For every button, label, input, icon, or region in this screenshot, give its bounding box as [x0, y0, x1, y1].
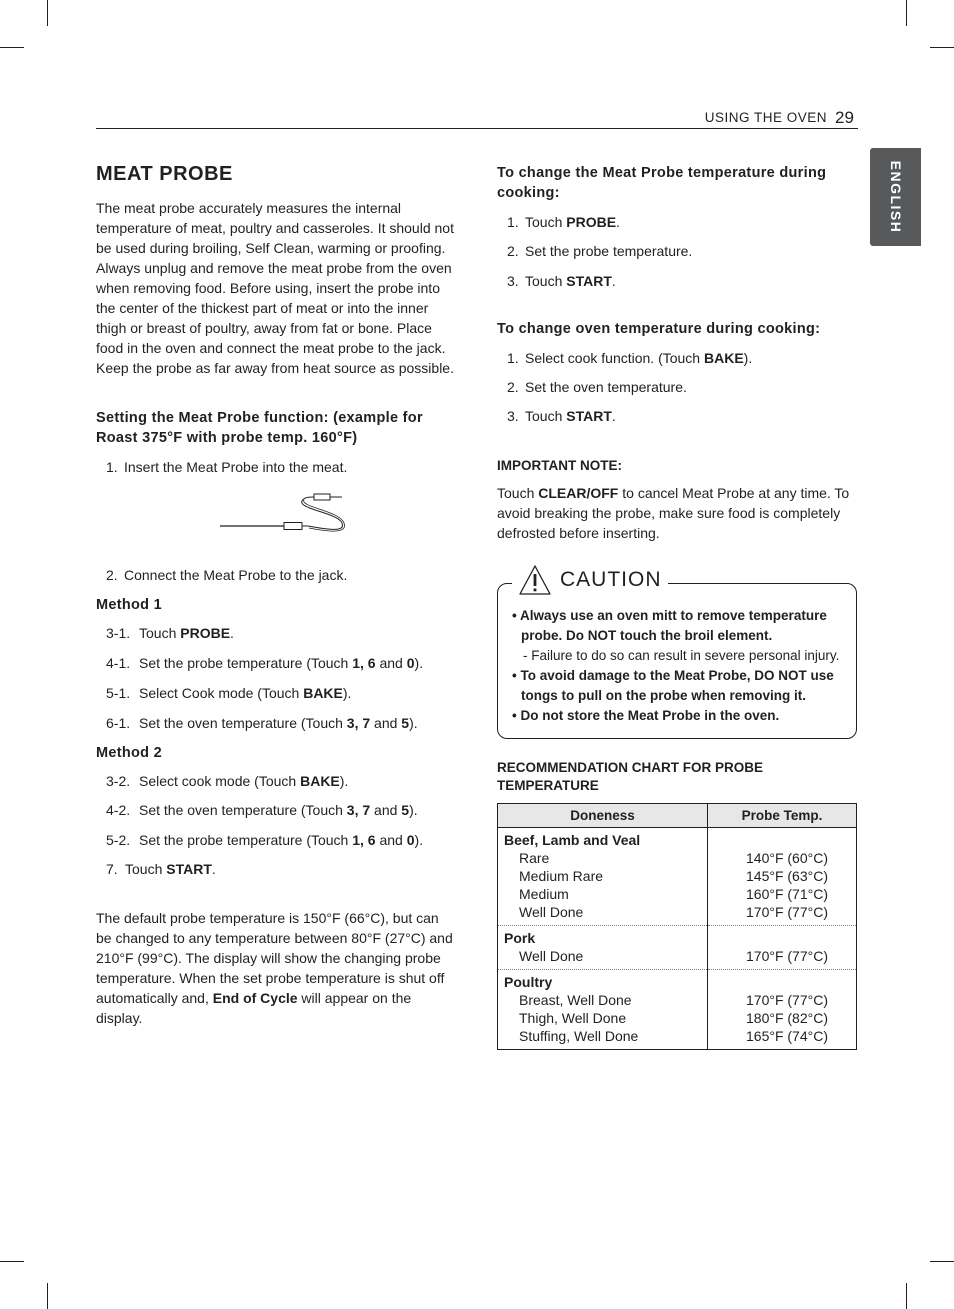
key-label: 1, 6 [352, 832, 376, 848]
change-probe-heading: To change the Meat Probe temperature during cooking: [497, 165, 827, 201]
key-label: START [566, 273, 612, 289]
setting-heading: Setting the Meat Probe function: (example for Roast 375°F with probe temp. 160°F) [96, 410, 423, 446]
step-text-part: Select Cook mode (Touch [139, 685, 304, 701]
method-2-step [96, 771, 458, 791]
doneness-cell [498, 970, 708, 1050]
display-message: End of Cycle [212, 990, 298, 1006]
meat-probe-illustration [218, 491, 348, 541]
key-label: BAKE [704, 350, 744, 366]
step-text: Set the probe temperature. [525, 243, 693, 259]
crop-mark [930, 47, 954, 48]
step-text [139, 683, 351, 703]
page-title: MEAT PROBE [96, 163, 233, 185]
temperature-cell [708, 970, 857, 1050]
method-1-step [96, 653, 458, 673]
step-text [525, 348, 752, 368]
method-2-steps [96, 771, 458, 850]
step-text-part: Touch [525, 408, 567, 424]
step-number: 6-1. [106, 715, 131, 731]
column-header: Probe Temp. [708, 804, 857, 828]
table-row [498, 828, 857, 926]
step-text-part: Touch [525, 273, 567, 289]
method-2-step [96, 830, 458, 850]
step-text [139, 800, 418, 820]
doneness-cell [498, 926, 708, 970]
step-text-part: Touch [525, 214, 567, 230]
step-text: Insert the Meat Probe into the meat. [124, 459, 348, 475]
key-label: PROBE [566, 214, 617, 230]
step-text-part: and [375, 655, 407, 671]
change-oven-step [497, 377, 857, 397]
temperature-value: 170°F (77°C) [746, 948, 829, 964]
step-text-part: and [370, 715, 402, 731]
method-1-step [96, 683, 458, 703]
change-probe-step [497, 241, 857, 261]
doneness-item: Thigh, Well Done [519, 1010, 627, 1026]
crop-mark [930, 1261, 954, 1262]
step-text [525, 271, 616, 291]
step-text-part: ). [409, 802, 418, 818]
doneness-item: Medium [519, 886, 569, 902]
method-1-heading: Method 1 [96, 597, 163, 613]
change-oven-heading: To change oven temperature during cooking: [497, 321, 821, 337]
right-column [497, 163, 857, 1050]
step-number: 3. [507, 408, 519, 424]
method-2-heading: Method 2 [96, 745, 163, 761]
intro-paragraph: The meat probe accurately measures the internal temperature of meat, poultry and casseroles. It should not be used during broiling, Self Clean, warming or proofing. Always unplug and remove the meat probe from the oven when removing food. Before using, insert the probe into the center of the thickest part of meat or into the inner thigh or breast of poultry, away from fat or bone. Place food in the oven and connect the meat probe to the jack. Keep the probe as far away from heat source as possible. [96, 200, 454, 376]
doneness-item: Well Done [519, 904, 584, 920]
step-text-part: Touch [139, 625, 181, 641]
key-label: 5 [401, 802, 410, 818]
meat-group: Poultry [504, 974, 553, 990]
step-text-part: . [211, 861, 216, 877]
temperature-value: 165°F (74°C) [746, 1028, 829, 1044]
important-note-text [497, 483, 857, 543]
language-tab-label: ENGLISH [887, 160, 904, 234]
table-row [498, 926, 857, 970]
step-text [139, 830, 423, 850]
step-text-part: ). [342, 685, 352, 701]
temperature-value: 170°F (77°C) [746, 992, 829, 1008]
table-header-row [498, 804, 857, 828]
key-label: 3, 7 [346, 802, 371, 818]
step-text [525, 406, 616, 426]
key-label: 1, 6 [352, 655, 376, 671]
caution-item: • Always use an oven mitt to remove temperature probe. Do NOT touch the broil element. [512, 608, 827, 643]
step-text [139, 653, 423, 673]
key-label: 0 [406, 655, 415, 671]
temperature-value: 140°F (60°C) [746, 850, 829, 866]
key-label: 3, 7 [346, 715, 371, 731]
table-row [498, 970, 857, 1050]
paragraph-part: will appear on the display. [96, 990, 412, 1026]
warning-triangle-icon [518, 564, 552, 596]
doneness-item: Medium Rare [519, 868, 604, 884]
column-header: Doneness [498, 804, 708, 828]
key-label: START [566, 408, 612, 424]
step-number: 4-2. [106, 802, 131, 818]
header-rule [96, 128, 858, 129]
temperature-cell [708, 926, 857, 970]
page-number: 29 [835, 108, 854, 127]
paragraph-part: to cancel Meat Probe at any time. To avoid breaking the probe, make sure food is completely defrosted before inserting. [497, 485, 850, 541]
running-header: USING THE OVEN [704, 110, 827, 125]
step-text-part: Touch [125, 861, 167, 877]
doneness-cell [498, 828, 708, 926]
crop-mark [47, 0, 48, 26]
step-number: 2. [507, 243, 519, 259]
step-text-part: . [616, 214, 620, 230]
key-label: PROBE [180, 625, 231, 641]
step-1 [96, 457, 458, 477]
step-text-part: ). [414, 655, 424, 671]
step-text-part: . [611, 408, 616, 424]
step-text-part: Select cook function. (Touch [525, 350, 704, 366]
doneness-item: Stuffing, Well Done [519, 1028, 639, 1044]
meat-group: Pork [504, 930, 536, 946]
caution-subnote: - Failure to do so can result in severe personal injury. [523, 648, 840, 663]
step-number: 1. [106, 459, 118, 475]
change-probe-step [497, 271, 857, 291]
temperature-value: 160°F (71°C) [746, 886, 829, 902]
temperature-cell [708, 828, 857, 926]
left-column [96, 163, 458, 1028]
step-text-part: ). [339, 773, 349, 789]
method-2-step [96, 800, 458, 820]
change-probe-steps [497, 212, 857, 291]
step-text-part: and [375, 832, 407, 848]
step-2 [96, 565, 458, 585]
method-1-steps [96, 623, 458, 733]
key-label: START [166, 861, 212, 877]
step-number: 5-1. [106, 685, 131, 701]
temperature-value: 145°F (63°C) [746, 868, 829, 884]
step-number: 2. [106, 567, 118, 583]
method-1-step [96, 623, 458, 643]
crop-mark [47, 1283, 48, 1309]
chart-title: RECOMMENDATION CHART FOR PROBE TEMPERATURE [497, 760, 763, 793]
step-number: 7. [106, 861, 118, 877]
step-text-part: Set the oven temperature (Touch [139, 715, 347, 731]
probe-temperature-table [497, 803, 857, 1050]
important-note-heading: IMPORTANT NOTE: [497, 458, 622, 473]
step-text-part: ). [743, 350, 753, 366]
step-text-part: Set the oven temperature (Touch [139, 802, 347, 818]
paragraph-part: Touch [497, 485, 539, 501]
change-oven-steps [497, 348, 857, 426]
caution-label: CAUTION [560, 568, 662, 591]
change-oven-step [497, 348, 857, 368]
doneness-item: Rare [519, 850, 550, 866]
step-number: 5-2. [106, 832, 131, 848]
default-temperature-paragraph [96, 908, 458, 1028]
step-text-part: . [230, 625, 234, 641]
step-7 [96, 859, 458, 879]
step-text-part: Set the probe temperature (Touch [139, 832, 353, 848]
step-text [139, 771, 348, 791]
step-number: 3-2. [106, 773, 131, 789]
step-text [125, 859, 216, 879]
step-text: Set the oven temperature. [525, 379, 687, 395]
step-text-part: ). [414, 832, 424, 848]
temperature-value: 170°F (77°C) [746, 904, 829, 920]
step-text [139, 623, 234, 643]
step-text-part: . [611, 273, 616, 289]
caution-box [497, 568, 857, 739]
step-number: 3. [507, 273, 519, 289]
method-1-step [96, 713, 458, 733]
step-text-part: and [370, 802, 402, 818]
meat-group: Beef, Lamb and Veal [504, 832, 641, 848]
key-label: 0 [406, 832, 415, 848]
temperature-value: 180°F (82°C) [746, 1010, 829, 1026]
key-label: CLEAR/OFF [538, 485, 619, 501]
crop-mark [0, 1261, 24, 1262]
step-number: 1. [507, 214, 519, 230]
key-label: 5 [401, 715, 410, 731]
doneness-item: Well Done [519, 948, 584, 964]
step-text-part: ). [409, 715, 418, 731]
step-text-part: Set the probe temperature (Touch [139, 655, 353, 671]
doneness-item: Breast, Well Done [519, 992, 632, 1008]
key-label: BAKE [300, 773, 340, 789]
caution-header [512, 564, 668, 596]
caution-item: • To avoid damage to the Meat Probe, DO NOT use tongs to pull on the probe when removing it. [512, 668, 834, 703]
step-text: Connect the Meat Probe to the jack. [124, 567, 348, 583]
step-text-part: Select cook mode (Touch [139, 773, 301, 789]
caution-item: • Do not store the Meat Probe in the oven. [512, 708, 780, 723]
crop-mark [0, 47, 24, 48]
crop-mark [906, 0, 907, 26]
step-number: 1. [507, 350, 519, 366]
language-tab [870, 148, 921, 246]
change-oven-step [497, 406, 857, 426]
step-number: 3-1. [106, 625, 131, 641]
step-number: 2. [507, 379, 519, 395]
key-label: BAKE [303, 685, 343, 701]
step-number: 4-1. [106, 655, 131, 671]
crop-mark [906, 1283, 907, 1309]
step-text [525, 212, 620, 232]
paragraph-part: The default probe temperature is 150°F (66°C), but can be changed to any temperature between 80°F (27°C) and 210°F (99°C). The display will show the changing probe temperature. When the set probe temperature is shut off automatically and, [96, 910, 453, 1006]
change-probe-step [497, 212, 857, 232]
step-text [139, 713, 418, 733]
